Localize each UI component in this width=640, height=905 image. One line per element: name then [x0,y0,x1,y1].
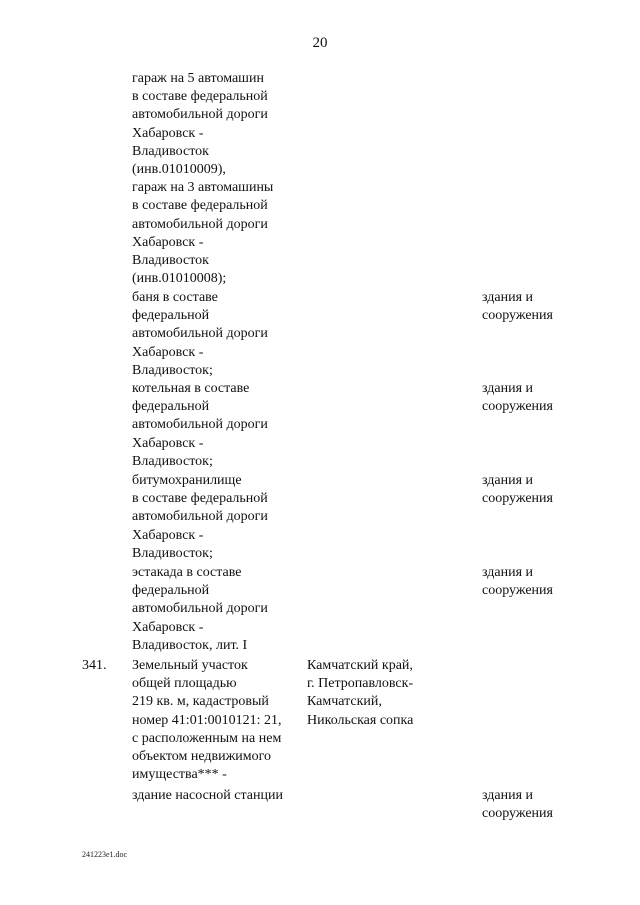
object-category: здания и сооружения [482,565,553,599]
object-category: здания и сооружения [482,473,553,507]
object-address: Камчатский край, г. Петропавловск- Камчатский, Никольская сопка [307,658,414,728]
object-description: котельная в составе федеральной автомобильной дороги Хабаровск - Владивосток; [132,381,268,469]
item-number: 341. [82,658,107,673]
object-category: здания и сооружения [482,290,553,324]
object-description: баня в составе федеральной автомобильной дороги Хабаровск - Владивосток; [132,290,268,378]
object-category: здания и сооружения [482,381,553,415]
object-category: здания и сооружения [482,788,553,822]
file-name-footer: 241223e1.doc [82,850,128,859]
object-description: гараж на 5 автомашин в составе федеральной автомобильной дороги Хабаровск - Владивосток (инв.01010009), гараж на 3 автомашины в составе федеральной автомобильной дороги Хабаровск - Владивосток (инв.01010008); [132,71,274,287]
object-description: битумохранилище в составе федеральной автомобильной дороги Хабаровск - Владивосток; [132,473,268,561]
object-description: здание насосной станции [132,788,283,803]
object-description: Земельный участок общей площадью 219 кв. м, кадастровый номер 41:01:0010121: 21, с расположенным на нем объектом недвижимого имущества*** - [132,658,282,783]
object-description: эстакада в составе федеральной автомобильной дороги Хабаровск - Владивосток, лит. I [132,565,268,653]
page-number: 20 [312,35,328,51]
